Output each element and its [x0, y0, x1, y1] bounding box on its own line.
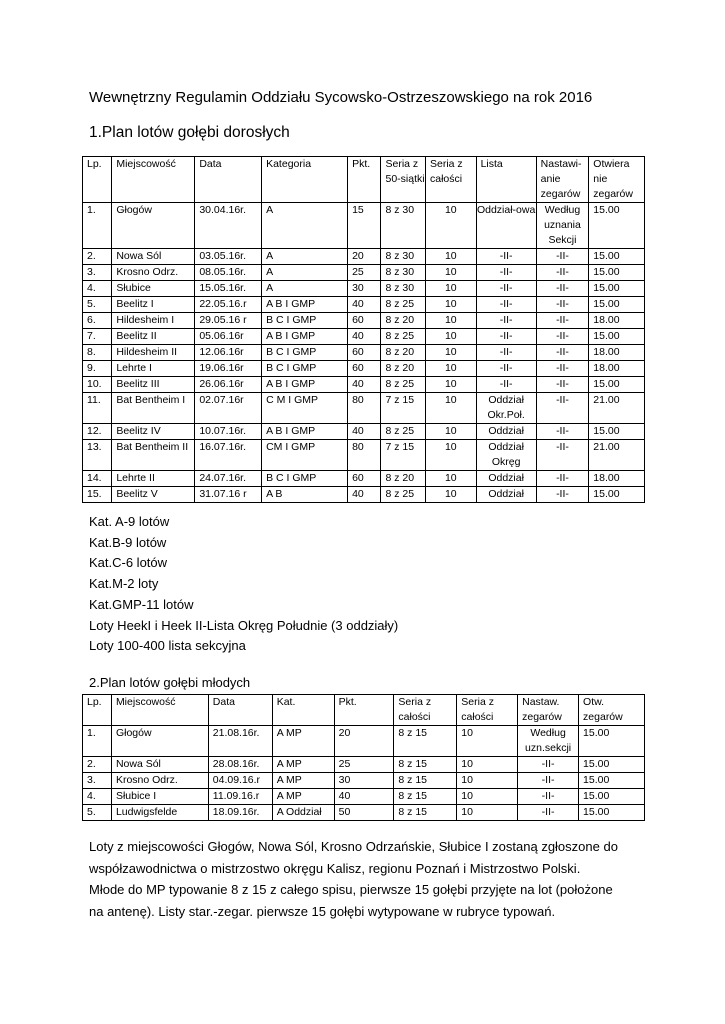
table-cell: 10: [426, 377, 477, 393]
table-cell: 15.00: [589, 424, 645, 440]
table-cell: -II-: [536, 361, 589, 377]
table-cell: 10: [426, 281, 477, 297]
table-cell: 25: [348, 265, 381, 281]
table-cell: B C I GMP: [262, 361, 348, 377]
table-cell: 12.: [83, 424, 112, 440]
table-cell: 10: [426, 265, 477, 281]
table-cell: 40: [348, 487, 381, 503]
table-cell: Oddział Okręg: [476, 440, 536, 471]
table-cell: 6.: [83, 313, 112, 329]
note-line: Loty 100-400 lista sekcyjna: [89, 638, 246, 654]
table-cell: A: [262, 265, 348, 281]
table-header-row: [83, 695, 645, 726]
table-cell: 05.06.16r: [195, 329, 262, 345]
table-cell: 21.08.16r.: [208, 726, 272, 757]
note-line: Kat.GMP-11 lotów: [89, 596, 194, 612]
table-row: [83, 281, 645, 297]
table-cell: Beelitz I: [112, 297, 195, 313]
table-cell: Krosno Odrz.: [112, 265, 195, 281]
table-row: [83, 265, 645, 281]
young-flights-table: [82, 694, 645, 821]
table-cell: Beelitz V: [112, 487, 195, 503]
table-header-row: [83, 157, 645, 203]
table-cell: 20: [334, 726, 394, 757]
table-cell: 22.05.16.r: [195, 297, 262, 313]
table-cell: 40: [348, 297, 381, 313]
table-row: [83, 471, 645, 487]
table-cell: 8 z 15: [394, 789, 457, 805]
table-cell: 18.00: [589, 345, 645, 361]
table-cell: Oddział: [476, 471, 536, 487]
table-cell: 1.: [83, 203, 112, 249]
table-cell: -II-: [476, 329, 536, 345]
table-cell: -II-: [476, 297, 536, 313]
table-cell: -II-: [536, 393, 589, 424]
table-cell: 15.00: [579, 805, 645, 821]
column-header: Miejscowość: [111, 695, 208, 726]
table-row: [83, 345, 645, 361]
table-cell: -II-: [518, 789, 579, 805]
table-cell: 5.: [83, 805, 112, 821]
table-cell: 8 z 25: [381, 487, 426, 503]
table-cell: Słubice I: [111, 789, 208, 805]
paragraph-line: na antenę). Listy star.-zegar. pierwsze 15 gołębi wytypowane w rubryce typowań.: [89, 903, 556, 919]
table-cell: 7 z 15: [381, 440, 426, 471]
column-header: Lista: [476, 157, 536, 203]
table-cell: -II-: [536, 281, 589, 297]
table-row: [83, 757, 645, 773]
table-cell: -II-: [536, 345, 589, 361]
table-cell: 80: [348, 393, 381, 424]
table-cell: C M I GMP: [262, 393, 348, 424]
table-cell: 8 z 25: [381, 377, 426, 393]
table-cell: 10: [457, 726, 518, 757]
table-cell: A: [262, 281, 348, 297]
table-cell: 04.09.16.r: [208, 773, 272, 789]
table-cell: Oddział: [476, 424, 536, 440]
table-cell: -II-: [536, 265, 589, 281]
table-cell: A: [262, 249, 348, 265]
table-cell: 9.: [83, 361, 112, 377]
column-header: Pkt.: [348, 157, 381, 203]
table-cell: 31.07.16 r: [195, 487, 262, 503]
table-cell: 8 z 15: [394, 726, 457, 757]
table-cell: 50: [334, 805, 394, 821]
table-cell: 2.: [83, 757, 112, 773]
table-cell: Według uzn.sekcji: [518, 726, 579, 757]
table-cell: 20: [348, 249, 381, 265]
table-cell: 10: [426, 487, 477, 503]
table-cell: 15.00: [589, 487, 645, 503]
table-cell: Lehrte II: [112, 471, 195, 487]
table-cell: B C I GMP: [262, 471, 348, 487]
table-cell: 1.: [83, 726, 112, 757]
adult-flights-table: [82, 156, 645, 503]
document-title: Wewnętrzny Regulamin Oddziału Sycowsko-Ostrzeszowskiego na rok 2016: [89, 89, 593, 106]
table-cell: Oddział: [476, 487, 536, 503]
table-cell: 3.: [83, 773, 112, 789]
column-header: Miejscowość: [112, 157, 195, 203]
table-cell: 26.06.16r: [195, 377, 262, 393]
note-line: Kat. A-9 lotów: [89, 514, 170, 529]
table-cell: -II-: [518, 757, 579, 773]
table-row: [83, 297, 645, 313]
table-cell: 15.05.16r.: [195, 281, 262, 297]
table-cell: 15.00: [589, 329, 645, 345]
table-cell: -II-: [536, 329, 589, 345]
table-cell: Lehrte I: [112, 361, 195, 377]
table-cell: Według uznania Sekcji: [536, 203, 589, 249]
table-cell: 15.00: [589, 377, 645, 393]
table-cell: 4.: [83, 281, 112, 297]
table-row: [83, 789, 645, 805]
table-cell: 19.06.16r: [195, 361, 262, 377]
note-line: Kat.B-9 lotów: [89, 534, 167, 550]
table-cell: 15.: [83, 487, 112, 503]
table-cell: 14.: [83, 471, 112, 487]
table-cell: 40: [334, 789, 394, 805]
table-row: [83, 424, 645, 440]
column-header: Otw. zegarów: [579, 695, 645, 726]
table-cell: 10: [426, 361, 477, 377]
table-row: [83, 805, 645, 821]
table-cell: 24.07.16r.: [195, 471, 262, 487]
table-cell: 21.00: [589, 393, 645, 424]
table-cell: 15.00: [589, 265, 645, 281]
table-cell: 80: [348, 440, 381, 471]
table-cell: 02.07.16r: [195, 393, 262, 424]
column-header: Otwiera nie zegarów: [589, 157, 645, 203]
paragraph-line: współzawodnictwa o mistrzostwo okręgu Kalisz, regionu Poznań i Mistrzostwo Polski.: [89, 860, 581, 876]
table-cell: 13.: [83, 440, 112, 471]
table-row: [83, 487, 645, 503]
table-cell: A MP: [272, 726, 334, 757]
table-cell: A: [262, 203, 348, 249]
table-cell: 16.07.16r.: [195, 440, 262, 471]
paragraph-line: Młode do MP typowanie 8 z 15 z całego spisu, pierwsze 15 gołębi przyjęte na lot (położone: [89, 882, 613, 898]
table-cell: A B I GMP: [262, 329, 348, 345]
table-cell: 60: [348, 345, 381, 361]
table-cell: Głogów: [112, 203, 195, 249]
column-header: Seria z całości: [394, 695, 457, 726]
table-cell: -II-: [536, 487, 589, 503]
table-cell: 10: [426, 329, 477, 345]
table-cell: 12.06.16r: [195, 345, 262, 361]
category-notes: [89, 512, 398, 657]
table-cell: 10: [426, 440, 477, 471]
table-cell: 60: [348, 313, 381, 329]
table-cell: 40: [348, 424, 381, 440]
table-cell: 10: [457, 773, 518, 789]
table-cell: 7 z 15: [381, 393, 426, 424]
table-cell: 29.05.16 r: [195, 313, 262, 329]
table-cell: 25: [334, 757, 394, 773]
table-cell: A MP: [272, 757, 334, 773]
section2-heading: 2.Plan lotów gołębi młodych: [89, 675, 251, 690]
table-cell: 10: [457, 789, 518, 805]
table-cell: 10: [426, 249, 477, 265]
table-cell: Beelitz III: [112, 377, 195, 393]
table-cell: B C I GMP: [262, 313, 348, 329]
table-cell: 8 z 30: [381, 281, 426, 297]
table-cell: 8 z 20: [381, 471, 426, 487]
table-cell: -II-: [476, 281, 536, 297]
table-cell: 15.00: [589, 249, 645, 265]
table-cell: 10.07.16r.: [195, 424, 262, 440]
table-cell: 08.05.16r.: [195, 265, 262, 281]
table-cell: 15.00: [589, 297, 645, 313]
table-cell: Nowa Sól: [111, 757, 208, 773]
table-cell: A Oddział: [272, 805, 334, 821]
table-cell: 8 z 25: [381, 424, 426, 440]
table-cell: Bat Bentheim I: [112, 393, 195, 424]
table-cell: 10: [426, 313, 477, 329]
table-cell: -II-: [476, 345, 536, 361]
table-cell: CM I GMP: [262, 440, 348, 471]
table-cell: 10: [457, 805, 518, 821]
table-cell: -II-: [518, 773, 579, 789]
table-cell: Hildesheim I: [112, 313, 195, 329]
table-cell: Beelitz IV: [112, 424, 195, 440]
table-cell: 30: [348, 281, 381, 297]
table-cell: 30: [334, 773, 394, 789]
column-header: Data: [208, 695, 272, 726]
table-cell: 15.00: [589, 203, 645, 249]
section1-heading: 1.Plan lotów gołębi dorosłych: [89, 124, 290, 141]
table-cell: 18.00: [589, 313, 645, 329]
table-cell: 8 z 15: [394, 757, 457, 773]
table-cell: 21.00: [589, 440, 645, 471]
table-cell: 18.00: [589, 361, 645, 377]
table-cell: 8 z 15: [394, 805, 457, 821]
table-cell: A B I GMP: [262, 377, 348, 393]
table-row: [83, 203, 645, 249]
table-cell: Oddział-owa: [476, 203, 536, 249]
table-cell: -II-: [536, 313, 589, 329]
table-cell: 10: [426, 297, 477, 313]
table-cell: A B I GMP: [262, 297, 348, 313]
table-cell: -II-: [536, 424, 589, 440]
table-row: [83, 726, 645, 757]
table-cell: 11.09.16.r: [208, 789, 272, 805]
table-cell: Oddział Okr.Poł.: [476, 393, 536, 424]
table-cell: 4.: [83, 789, 112, 805]
table-cell: 03.05.16r.: [195, 249, 262, 265]
table-cell: 18.00: [589, 471, 645, 487]
paragraph-line: Loty z miejscowości Głogów, Nowa Sól, Krosno Odrzańskie, Słubice I zostaną zgłoszone do: [89, 839, 618, 854]
table-cell: 10: [426, 393, 477, 424]
table-cell: A B I GMP: [262, 424, 348, 440]
column-header: Pkt.: [334, 695, 394, 726]
table-cell: -II-: [536, 249, 589, 265]
table-row: [83, 773, 645, 789]
table-cell: A MP: [272, 789, 334, 805]
table-cell: 15.00: [579, 726, 645, 757]
table-cell: 11.: [83, 393, 112, 424]
note-line: Kat.C-6 lotów: [89, 555, 168, 571]
table-cell: Bat Bentheim II: [112, 440, 195, 471]
table-cell: 8 z 25: [381, 329, 426, 345]
table-cell: 8 z 30: [381, 203, 426, 249]
table-cell: 15: [348, 203, 381, 249]
table-cell: 15.00: [579, 773, 645, 789]
table-cell: 28.08.16r.: [208, 757, 272, 773]
table-cell: 8 z 20: [381, 345, 426, 361]
table-cell: -II-: [476, 265, 536, 281]
table-cell: 10: [426, 345, 477, 361]
table-cell: Krosno Odrz.: [111, 773, 208, 789]
table-row: [83, 329, 645, 345]
table-cell: 10: [426, 424, 477, 440]
table-cell: -II-: [536, 471, 589, 487]
table-cell: -II-: [536, 297, 589, 313]
table-cell: -II-: [476, 361, 536, 377]
table-cell: 8 z 30: [381, 265, 426, 281]
table-cell: 10: [426, 471, 477, 487]
table-cell: 18.09.16r.: [208, 805, 272, 821]
table-cell: 30.04.16r.: [195, 203, 262, 249]
table-cell: A MP: [272, 773, 334, 789]
table-cell: -II-: [476, 249, 536, 265]
table-row: [83, 313, 645, 329]
table-cell: Hildesheim II: [112, 345, 195, 361]
table-row: [83, 361, 645, 377]
table-cell: 3.: [83, 265, 112, 281]
table-cell: -II-: [476, 377, 536, 393]
column-header: Lp.: [83, 157, 112, 203]
table-cell: -II-: [536, 377, 589, 393]
table-cell: 2.: [83, 249, 112, 265]
table-cell: 10.: [83, 377, 112, 393]
table-row: [83, 377, 645, 393]
column-header: Seria z całości: [426, 157, 477, 203]
table-cell: 8.: [83, 345, 112, 361]
column-header: Data: [195, 157, 262, 203]
column-header: Kategoria: [262, 157, 348, 203]
table-cell: 15.00: [579, 757, 645, 773]
table-cell: 8 z 25: [381, 297, 426, 313]
column-header: Nastaw. zegarów: [518, 695, 579, 726]
table-cell: B C I GMP: [262, 345, 348, 361]
table-cell: 7.: [83, 329, 112, 345]
closing-paragraph: [89, 836, 649, 922]
table-cell: Nowa Sól: [112, 249, 195, 265]
table-cell: 8 z 20: [381, 361, 426, 377]
table-cell: Słubice: [112, 281, 195, 297]
column-header: Seria z całości: [457, 695, 518, 726]
table-cell: Beelitz II: [112, 329, 195, 345]
table-cell: 40: [348, 329, 381, 345]
table-cell: -II-: [536, 440, 589, 471]
note-line: Kat.M-2 loty: [89, 576, 159, 592]
table-row: [83, 393, 645, 424]
table-cell: 5.: [83, 297, 112, 313]
table-cell: 10: [457, 757, 518, 773]
column-header: Nastawi-anie zegarów: [536, 157, 589, 203]
column-header: Seria z 50-siątki: [381, 157, 426, 203]
table-cell: 15.00: [579, 789, 645, 805]
table-cell: 60: [348, 471, 381, 487]
column-header: Kat.: [272, 695, 334, 726]
table-cell: -II-: [476, 313, 536, 329]
table-cell: 60: [348, 361, 381, 377]
table-cell: 15.00: [589, 281, 645, 297]
table-cell: 8 z 30: [381, 249, 426, 265]
column-header: Lp.: [83, 695, 112, 726]
table-row: [83, 440, 645, 471]
table-cell: 8 z 15: [394, 773, 457, 789]
table-cell: Ludwigsfelde: [111, 805, 208, 821]
table-cell: A B: [262, 487, 348, 503]
table-row: [83, 249, 645, 265]
table-cell: 8 z 20: [381, 313, 426, 329]
table-cell: 40: [348, 377, 381, 393]
table-cell: 10: [426, 203, 477, 249]
note-line: Loty HeekI i Heek II-Lista Okręg Południe (3 oddziały): [89, 617, 399, 633]
table-cell: Głogów: [111, 726, 208, 757]
table-cell: -II-: [518, 805, 579, 821]
